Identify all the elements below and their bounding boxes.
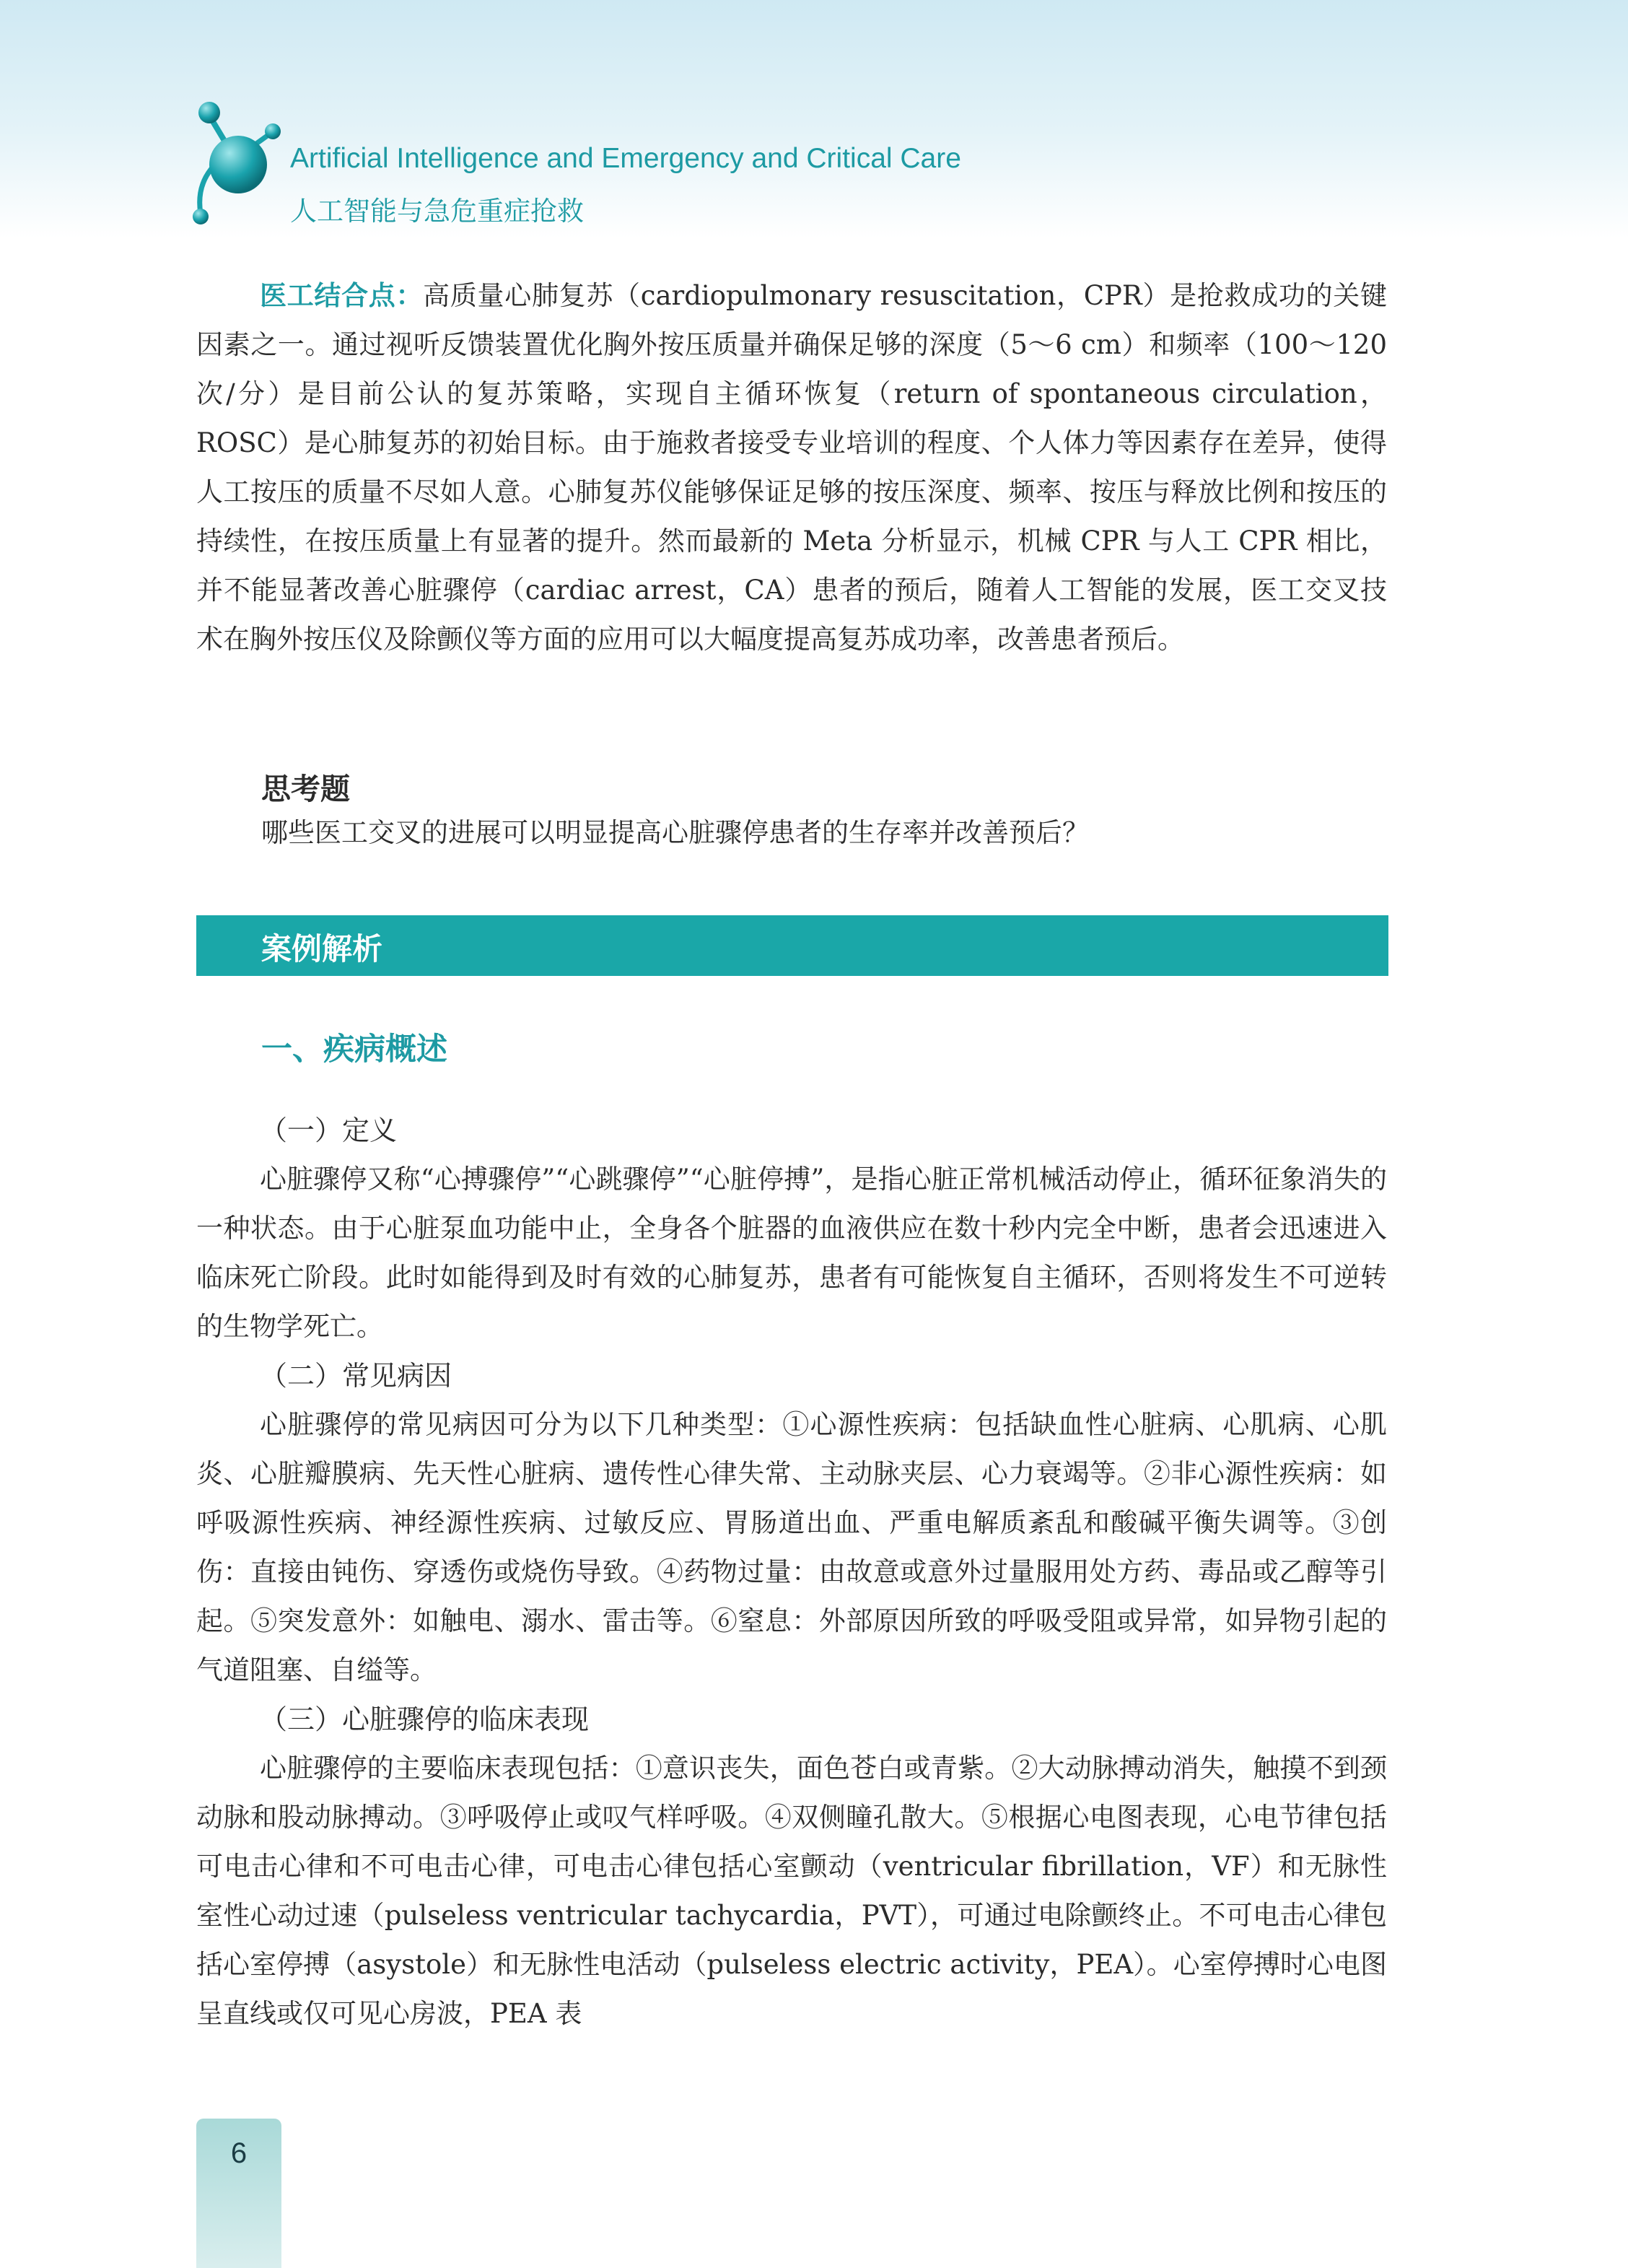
intro-paragraph <box>196 271 1387 664</box>
think-title: 思考题 <box>261 772 350 806</box>
header-title-cn: 人工智能与急危重症抢救 <box>290 196 584 227</box>
causes-paragraph: 心脏骤停的常见病因可分为以下几种类型：①心源性疾病：包括缺血性心脏病、心肌病、心肌炎、心脏瓣膜病、先天性心脏病、遗传性心律失常、主动脉夹层、心力衰竭等。②非心源性疾病：如呼吸源性疾病、神经源性疾病、过敏反应、胃肠道出血、严重电解质紊乱和酸碱平衡失调等。③创伤：直接由钝伤、穿透伤或烧伤导致。④药物过量：由故意或意外过量服用处方药、毒品或乙醇等引起。⑤突发意外：如触电、溺水、雷击等。⑥窒息：外部原因所致的呼吸受阻或异常，如异物引起的气道阻塞、自缢等。 <box>196 1409 1387 1685</box>
intro-block <box>196 271 1387 664</box>
molecule-logo-icon <box>189 98 290 228</box>
section-banner <box>196 915 1388 976</box>
section-title: 一、疾病概述 <box>261 1031 447 1068</box>
think-question: 哪些医工交叉的进展可以明显提高心脏骤停患者的生存率并改善预后？ <box>261 817 1089 848</box>
intro-text: 高质量心肺复苏（cardiopulmonary resuscitation，CPR）是抢救成功的关键因素之一。通过视听反馈装置优化胸外按压质量并确保足够的深度（5～6 cm）和频率（100～120 次/分）是目前公认的复苏策略，实现自主循环恢复（return of spontaneous circulation，ROSC）是心肺复苏的初始目标。由于施救者接受专业培训的程度、个人体力等因素存在差异，使得人工按压的质量不尽如人意。心肺复苏仪能够保证足够的按压深度、频率、按压与释放比例和按压的持续性，在按压质量上有显著的提升。然而最新的 Meta 分析显示，机械 CPR 与人工 CPR 相比，并不能显著改善心脏骤停（cardiac arrest，CA）患者的预后，随着人工智能的发展，医工交叉技术在胸外按压仪及除颤仪等方面的应用可以大幅度提高复苏成功率，改善患者预后。 <box>196 280 1387 655</box>
subsection-title-manifestations: （三）心脏骤停的临床表现 <box>260 1704 590 1735</box>
page-number: 6 <box>230 2137 248 2169</box>
banner-label: 案例解析 <box>261 931 383 967</box>
page-number-tab <box>196 2119 281 2268</box>
intro-highlight: 医工结合点： <box>260 280 424 311</box>
section-body <box>196 1106 1387 2038</box>
subsection-title-definition: （一）定义 <box>260 1115 398 1146</box>
definition-paragraph: 心脏骤停又称“心搏骤停”“心跳骤停”“心脏停搏”，是指心脏正常机械活动停止，循环征象消失的一种状态。由于心脏泵血功能中止，全身各个脏器的血液供应在数十秒内完全中断，患者会迅速进入临床死亡阶段。此时如能得到及时有效的心肺复苏，患者有可能恢复自主循环，否则将发生不可逆转的生物学死亡。 <box>196 1164 1387 1342</box>
header-title-en: Artificial Intelligence and Emergency and Critical Care <box>290 143 961 174</box>
manifestations-paragraph: 心脏骤停的主要临床表现包括：①意识丧失，面色苍白或青紫。②大动脉搏动消失，触摸不到颈动脉和股动脉搏动。③呼吸停止或叹气样呼吸。④双侧瞳孔散大。⑤根据心电图表现，心电节律包括可电击心律和不可电击心律，可电击心律包括心室颤动（ventricular fibrillation，VF）和无脉性室性心动过速（pulseless ventricular tachycardia，PVT），可通过电除颤终止。不可电击心律包括心室停搏（asystole）和无脉性电活动（pulseless electric activity，PEA）。心室停搏时心电图呈直线或仅可见心房波，PEA 表 <box>196 1753 1387 2029</box>
subsection-title-causes: （二）常见病因 <box>260 1360 452 1392</box>
